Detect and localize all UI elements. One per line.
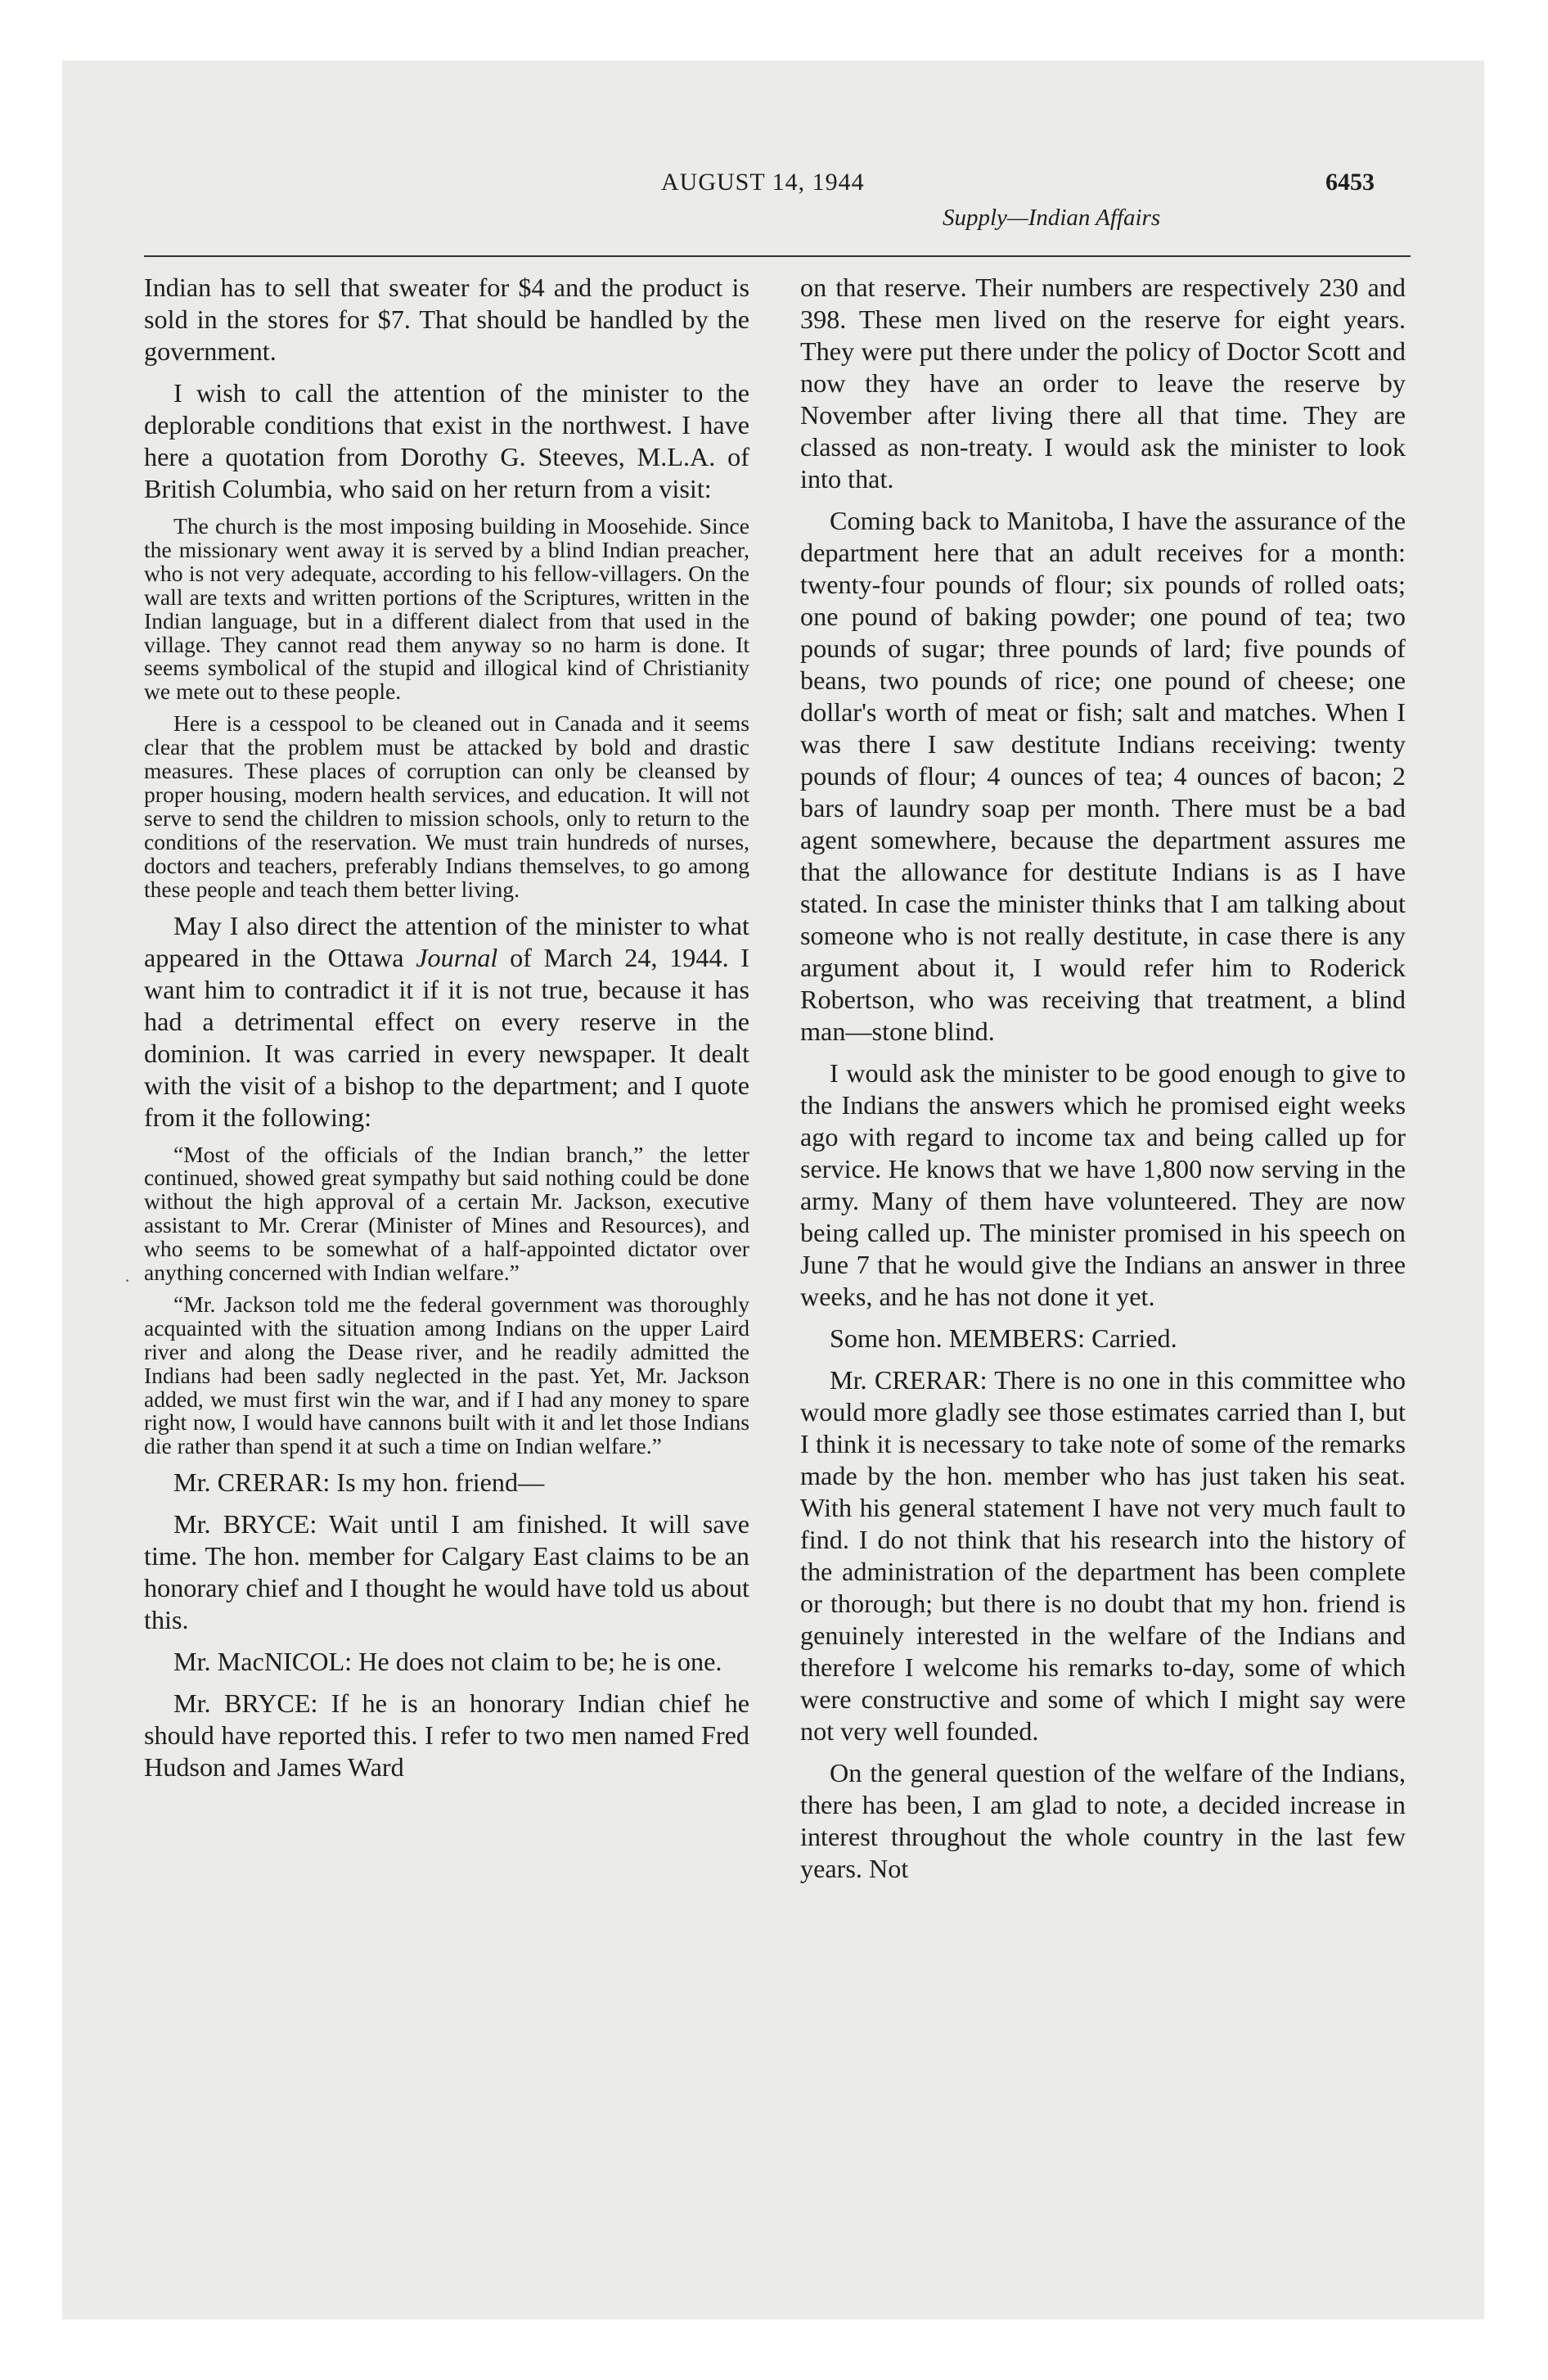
paragraph: on that reserve. Their numbers are respectively 230 and 398. These men lived on the reserve for eight years. They were put there under the policy of Doctor Scott and now they have an order to leave the reserve by November after living there all that time. They are classed as non-treaty. I would ask the minister to look into that. — [800, 273, 1406, 494]
paragraph: I would ask the minister to be good enough to give to the Indians the answers which he promised eight weeks ago with regard to income tax and being called up for service. He knows that we have 1,800 now serving in the army. Many of them have volunteered. They are now being called up. The minister promised in his speech on June 7 that he would give the Indians an answer in three weeks, and he has not done it yet. — [800, 1058, 1406, 1311]
block-quote: “Most of the officials of the Indian branch,” the letter continued, showed great sympathy but said nothing could be done without the high approval of a certain Mr. Jackson, executive assistant to Mr. Crerar (Minister of Mines and Resources), and who seems to be somewhat of a half-appointed dictator over anything concerned with Indian welfare.” — [144, 1141, 749, 1286]
header-date: AUGUST 14, 1944 — [661, 169, 865, 196]
paragraph — [144, 910, 749, 1134]
block-quote: The church is the most imposing building in Moosehide. Since the missionary went away it is served by a blind Indian preacher, who is not very adequate, according to his fellow-villagers. On the wall are texts and written portions of the Scriptures, written in the Indian language, but in a different dialect from that used in the village. They cannot read them anyway so no harm is done. It seems symbolical of the stupid and illogical kind of Christianity we mete out to these people. — [144, 513, 749, 705]
margin-mark: · — [124, 1270, 131, 1291]
paragraph: Mr. MacNICOL: He does not claim to be; he is one. — [173, 1647, 722, 1677]
text-run: of March 24, 1944. I want him to contradict it if it is not true, because it has had a detrimental effect on every reserve in the dominion. It was carried in every newspaper. It dealt with the visit of a bishop to the department; and I quote from it the following: — [144, 942, 750, 1132]
page-number: 6453 — [1325, 169, 1375, 196]
paragraph: On the general question of the welfare of the Indians, there has been, I am glad to note, a decided increase in interest throughout the whole country in the last few years. Not — [800, 1758, 1406, 1883]
header-rule — [144, 255, 1411, 257]
paragraph: Some hon. MEMBERS: Carried. — [830, 1323, 1177, 1353]
left-column — [144, 272, 749, 1793]
block-quote: “Mr. Jackson told me the federal government was thoroughly acquainted with the situation among Indians on the upper Laird river and along the Dease river, and he readily admitted the Indians had been sadly neglected in the past. Yet, Mr. Jackson added, we must first win the war, and if I had any money to spare right now, I would have cannons built with it and let those Indians die rather than spend it at such a time on Indian welfare.” — [144, 1291, 749, 1459]
right-column — [800, 272, 1406, 1895]
paragraph: Mr. BRYCE: If he is an honorary Indian chief he should have reported this. I refer to two men named Fred Hudson and James Ward — [144, 1688, 749, 1783]
text-run: May I also direct the attention of the minister to what appeared in the Ottawa — [144, 910, 749, 972]
section-subtitle: Supply—Indian Affairs — [943, 205, 1161, 231]
block-quote: Here is a cesspool to be cleaned out in Canada and it seems clear that the problem must be attacked by bold and drastic measures. These places of corruption can only be cleansed by proper housing, modern health services, and education. It will not serve to send the children to mission schools, only to return to the conditions of the reservation. We must train hundreds of nurses, doctors and teachers, preferably Indians themselves, to go among these people and teach them better living. — [144, 710, 749, 902]
paragraph: Indian has to sell that sweater for $4 and the product is sold in the stores for $7. That should be handled by the government. — [144, 273, 749, 366]
paragraph: Mr. CRERAR: There is no one in this committee who would more gladly see those estimates carried than I, but I think it is necessary to take note of some of the remarks made by the hon. member who has just taken his seat. With his general statement I have not very much fault to find. I do not think that his research into the history of the administration of the department has been complete or thorough; but there is no doubt that my hon. friend is genuinely interested in the welfare of the Indians and therefore I welcome his remarks to-day, some of which were constructive and some of which I might say were not very well founded. — [800, 1365, 1406, 1746]
paragraph: I wish to call the attention of the minister to the deplorable conditions that exist in the northwest. I have here a quotation from Dorothy G. Steeves, M.L.A. of British Columbia, who said on her return from a visit: — [144, 378, 749, 503]
paragraph: Coming back to Manitoba, I have the assurance of the department here that an adult receives for a month: twenty-four pounds of flour; six pounds of rolled oats; one pound of baking powder; one pound of tea; two pounds of sugar; three pounds of lard; five pounds of beans, two pounds of rice; one pound of cheese; one dollar's worth of meat or fish; salt and matches. When I was there I saw destitute Indians receiving: twenty pounds of flour; 4 ounces of tea; 4 ounces of bacon; 2 bars of laundry soap per month. There must be a bad agent somewhere, because the department assures me that the allowance for destitute Indians is as I have stated. In case the minister thinks that I am talking about someone who is not really destitute, in case there is any argument about it, I would refer him to Roderick Robertson, who was receiving that treatment, a blind man—stone blind. — [800, 506, 1406, 1046]
journal-name: Journal — [416, 942, 498, 972]
paragraph: Mr. CRERAR: Is my hon. friend— — [173, 1467, 545, 1498]
paragraph: Mr. BRYCE: Wait until I am finished. It will save time. The hon. member for Calgary East claims to be an honorary chief and I thought he would have told us about this. — [144, 1509, 749, 1635]
